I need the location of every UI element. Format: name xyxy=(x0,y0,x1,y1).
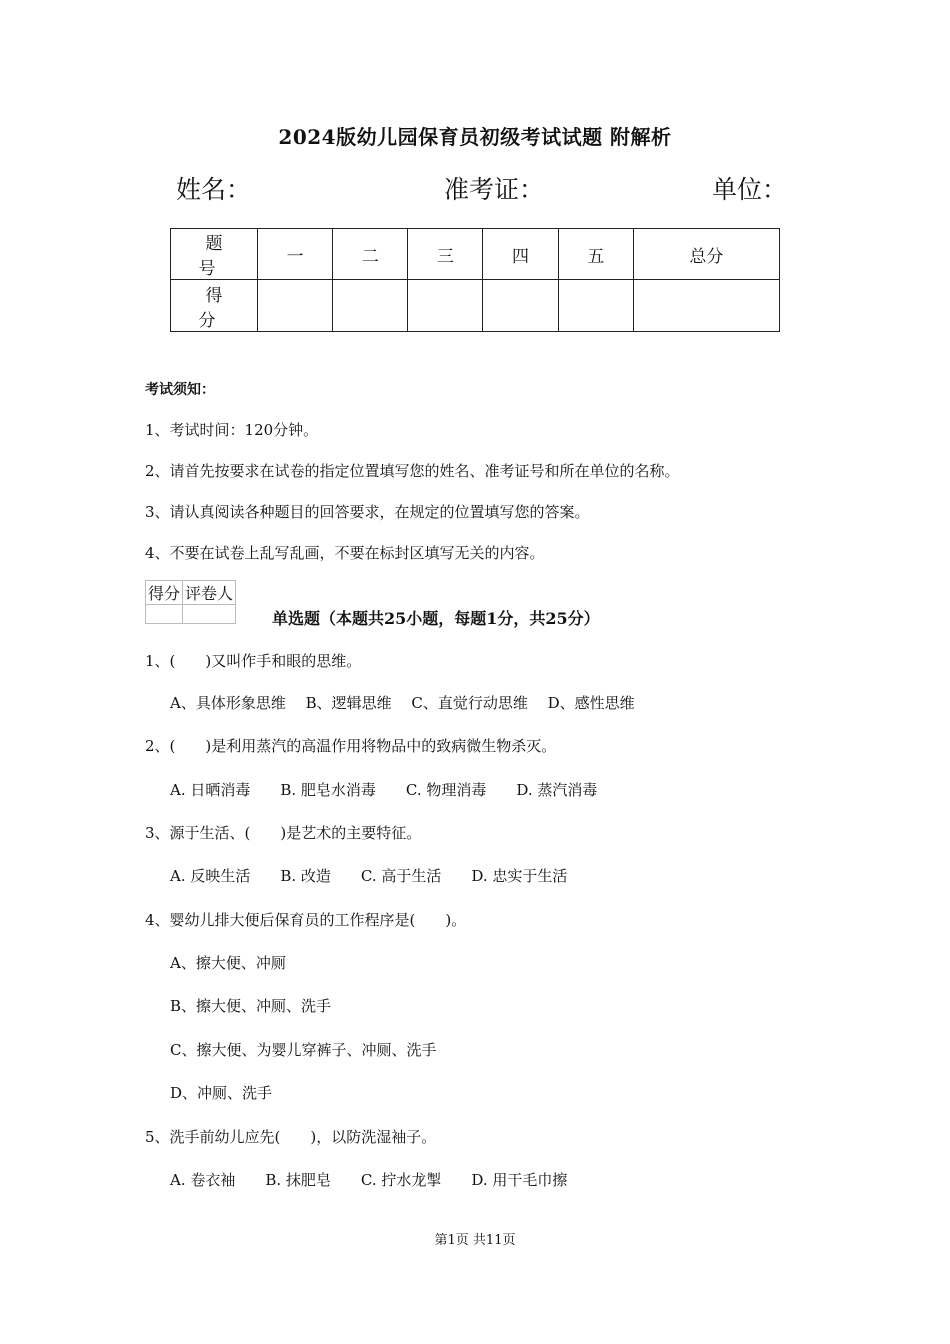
question-5-stem: 5、洗手前幼儿应先( )，以防洗湿袖子。 xyxy=(145,1128,437,1146)
score-table-score-row xyxy=(171,280,780,332)
question-4-option-d: D、冲厕、洗手 xyxy=(170,1084,273,1102)
question-1-stem: 1、( )又叫作手和眼的思维。 xyxy=(145,652,362,670)
question-2-stem: 2、( )是利用蒸汽的高温作用将物品中的致病微生物杀灭。 xyxy=(145,737,557,755)
score-cell-3[interactable] xyxy=(408,280,483,332)
notes-heading: 考试须知： xyxy=(145,382,215,398)
score-row-label: 得 分 xyxy=(171,280,258,332)
score-header-3: 三 xyxy=(408,229,483,280)
question-2-options: A. 日晒消毒 B. 肥皂水消毒 C. 物理消毒 D. 蒸汽消毒 xyxy=(170,781,598,799)
note-item-3: 3、请认真阅读各种题目的回答要求，在规定的位置填写您的答案。 xyxy=(145,503,590,521)
question-4-stem: 4、婴幼儿排大便后保育员的工作程序是( )。 xyxy=(145,911,467,929)
question-3-options: A. 反映生活 B. 改造 C. 高于生活 D. 忠实于生活 xyxy=(170,867,568,885)
page-footer: 第1页 共11页 xyxy=(434,1233,516,1248)
unit-label: 单位： xyxy=(712,175,788,204)
name-label: 姓名： xyxy=(176,175,252,204)
exam-number-label: 准考证： xyxy=(444,175,545,204)
question-3-stem: 3、源于生活、( )是艺术的主要特征。 xyxy=(145,824,422,842)
score-cell-2[interactable] xyxy=(333,280,408,332)
grader-box xyxy=(145,580,236,624)
score-header-4: 四 xyxy=(483,229,558,280)
document-title: 2024版幼儿园保育员初级考试试题 附解析 xyxy=(278,125,672,149)
note-item-1: 1、考试时间：120分钟。 xyxy=(145,421,319,439)
score-header-total: 总分 xyxy=(633,229,779,280)
score-cell-1[interactable] xyxy=(258,280,333,332)
question-4-option-a: A、擦大便、冲厕 xyxy=(170,954,286,972)
score-header-1: 一 xyxy=(258,229,333,280)
grader-reviewer-cell[interactable] xyxy=(183,605,236,624)
score-table-header-row xyxy=(171,229,780,280)
note-item-2: 2、请首先按要求在试卷的指定位置填写您的姓名、准考证号和所在单位的名称。 xyxy=(145,462,680,480)
grader-score-label: 得分 xyxy=(146,581,183,605)
score-header-5: 五 xyxy=(558,229,633,280)
score-cell-total[interactable] xyxy=(633,280,779,332)
score-table xyxy=(170,228,780,332)
score-header-2: 二 xyxy=(333,229,408,280)
score-header-question-no: 题 号 xyxy=(171,229,258,280)
section-heading: 单选题（本题共25小题，每题1分，共25分） xyxy=(272,609,600,628)
grader-score-cell[interactable] xyxy=(146,605,183,624)
grader-reviewer-label: 评卷人 xyxy=(183,581,236,605)
question-5-options: A. 卷衣袖 B. 抹肥皂 C. 拧水龙掣 D. 用干毛巾擦 xyxy=(170,1171,568,1189)
score-cell-4[interactable] xyxy=(483,280,558,332)
question-4-option-c: C、擦大便、为婴儿穿裤子、冲厕、洗手 xyxy=(170,1041,437,1059)
question-1-options: A、具体形象思维 B、逻辑思维 C、直觉行动思维 D、感性思维 xyxy=(170,694,635,712)
question-4-option-b: B、擦大便、冲厕、洗手 xyxy=(170,997,332,1015)
note-item-4: 4、不要在试卷上乱写乱画，不要在标封区填写无关的内容。 xyxy=(145,544,545,562)
score-cell-5[interactable] xyxy=(558,280,633,332)
